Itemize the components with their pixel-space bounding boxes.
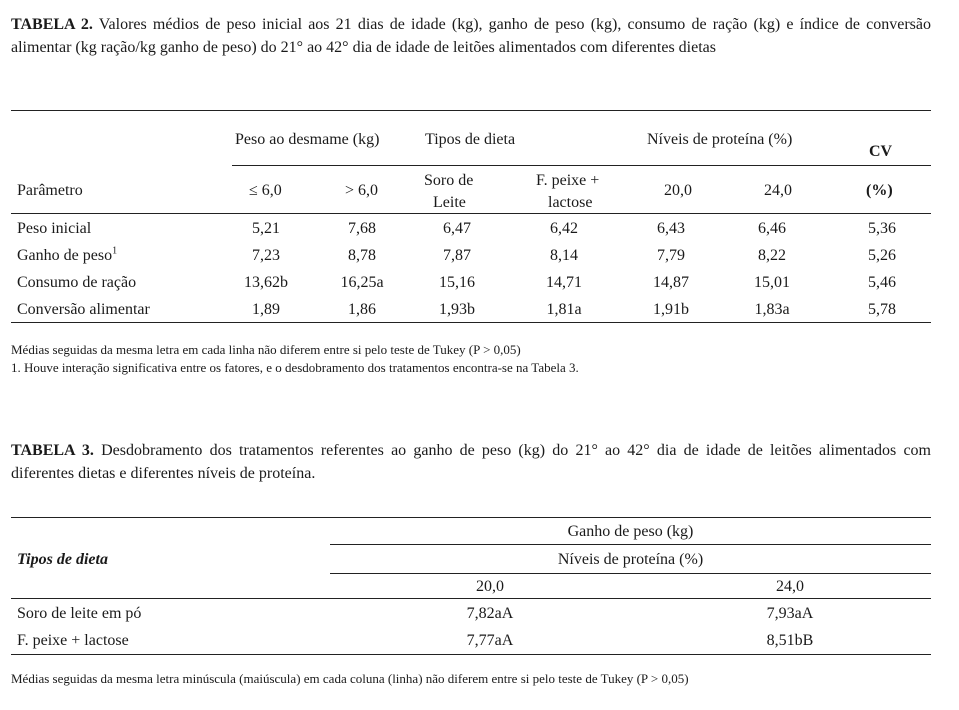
t2-col-soro-l2: Leite xyxy=(433,194,466,211)
table2-caption xyxy=(11,13,931,59)
t2-cell: 8,78 xyxy=(348,247,376,264)
t2-row-label-text: Consumo de ração xyxy=(17,274,137,291)
table3-header-rule xyxy=(11,598,931,599)
table2-caption-text: Valores médios de peso inicial aos 21 dias de idade (kg), ganho de peso (kg), consumo de ração (kg) e índice de conversão alimentar (kg ração/kg ganho de peso) do 21° ao 42° dia de idade de leitões alimentados com diferentes dietas xyxy=(11,16,931,56)
t2-row-label xyxy=(17,220,91,238)
t2-row-label xyxy=(17,247,117,265)
t2-cell: 16,25a xyxy=(340,274,384,291)
t2-cell: 6,43 xyxy=(657,220,685,237)
t2-group-proteina: Níveis de proteína (%) xyxy=(647,131,793,148)
table2-note-1: Médias seguidas da mesma letra em cada linha não diferem entre si pelo teste de Tukey (P > 0,05) xyxy=(11,342,521,357)
t2-cell: 5,21 xyxy=(252,220,280,237)
t2-cell: 1,81a xyxy=(546,301,582,318)
t2-row-label-text: Peso inicial xyxy=(17,220,92,237)
t2-cell: 7,79 xyxy=(657,247,685,264)
t2-row-label xyxy=(17,301,150,319)
t3-cell: 7,77aA xyxy=(466,632,514,649)
t2-cell: 5,36 xyxy=(868,220,896,237)
t2-group-dieta: Tipos de dieta xyxy=(425,131,516,148)
t2-cell: 6,47 xyxy=(443,220,471,237)
t3-header-ganho: Ganho de peso (kg) xyxy=(567,523,694,540)
t3-col-20: 20,0 xyxy=(476,578,504,595)
table2-bottom-rule xyxy=(11,322,931,323)
t2-col-parametro: Parâmetro xyxy=(17,182,83,199)
t2-row-footnote-mark: 1 xyxy=(112,245,118,257)
t2-cell: 14,87 xyxy=(653,274,689,291)
t2-cell: 6,42 xyxy=(550,220,578,237)
t2-cell: 1,86 xyxy=(348,301,376,318)
t3-cell: 8,51bB xyxy=(766,632,814,649)
t2-cell: 6,46 xyxy=(758,220,786,237)
t2-cell: 1,93b xyxy=(439,301,475,318)
table2-note-2: 1. Houve interação significativa entre os fatores, e o desdobramento dos tratamentos encontra-se na Tabela 3. xyxy=(11,360,579,375)
t2-col-peixe-l1: F. peixe + xyxy=(536,172,600,189)
table3-bottom-rule xyxy=(11,654,931,655)
table3-group-rule-2 xyxy=(330,573,931,574)
t3-row-label: F. peixe + lactose xyxy=(17,632,129,649)
t2-row-label-text: Ganho de peso xyxy=(17,247,113,264)
table3-group-rule-1 xyxy=(330,544,931,545)
t2-col-soro-l1: Soro de xyxy=(424,172,474,189)
table3-caption xyxy=(11,439,931,485)
table2-label: TABELA 2. xyxy=(11,16,93,33)
t2-row-label-text: Conversão alimentar xyxy=(17,301,150,318)
table2-top-rule xyxy=(11,110,931,111)
t2-cell: 14,71 xyxy=(546,274,582,291)
t3-row-label: Soro de leite em pó xyxy=(17,605,142,622)
t2-cell: 7,23 xyxy=(252,247,280,264)
t3-cell: 7,93aA xyxy=(766,605,814,622)
t2-cell: 5,78 xyxy=(868,301,896,318)
t2-col-24: 24,0 xyxy=(764,182,792,199)
table3-caption-text: Desdobramento dos tratamentos referentes ao ganho de peso (kg) do 21° ao 42° dia de idade de leitões alimentados com diferentes dietas e diferentes níveis de proteína. xyxy=(11,442,932,482)
t2-cell: 5,46 xyxy=(868,274,896,291)
t2-cell: 7,87 xyxy=(443,247,471,264)
t3-col-24: 24,0 xyxy=(776,578,804,595)
t2-col-gt6: > 6,0 xyxy=(345,182,379,199)
t2-cell: 8,14 xyxy=(550,247,578,264)
table3-note: Médias seguidas da mesma letra minúscula (maiúscula) em cada coluna (linha) não diferem entre si pelo teste de Tukey (P > 0,05) xyxy=(11,671,689,686)
t2-cell: 1,91b xyxy=(653,301,689,318)
t2-col-peixe-l2: lactose xyxy=(548,194,593,211)
table3-top-rule xyxy=(11,517,931,518)
t2-col-20: 20,0 xyxy=(664,182,692,199)
t3-header-niveis: Níveis de proteína (%) xyxy=(557,551,704,568)
t2-cell: 15,16 xyxy=(439,274,475,291)
t2-row-label xyxy=(17,274,136,292)
t2-col-le6: ≤ 6,0 xyxy=(249,182,282,199)
t2-group-cv: CV xyxy=(869,143,893,160)
t2-cell: 1,83a xyxy=(754,301,790,318)
t3-stub-header: Tipos de dieta xyxy=(17,551,108,568)
t2-cell: 1,89 xyxy=(252,301,280,318)
table3-label: TABELA 3. xyxy=(11,442,94,459)
t2-group-peso: Peso ao desmame (kg) xyxy=(235,131,380,148)
t2-cell: 13,62b xyxy=(244,274,288,291)
t2-cell: 5,26 xyxy=(868,247,896,264)
t2-cell: 8,22 xyxy=(758,247,786,264)
t2-cell: 15,01 xyxy=(754,274,790,291)
t3-cell: 7,82aA xyxy=(466,605,514,622)
table2-group-rule xyxy=(232,165,931,166)
t2-cell: 7,68 xyxy=(348,220,376,237)
table2-header-rule xyxy=(11,213,931,214)
t2-col-cv-unit: (%) xyxy=(866,182,893,199)
